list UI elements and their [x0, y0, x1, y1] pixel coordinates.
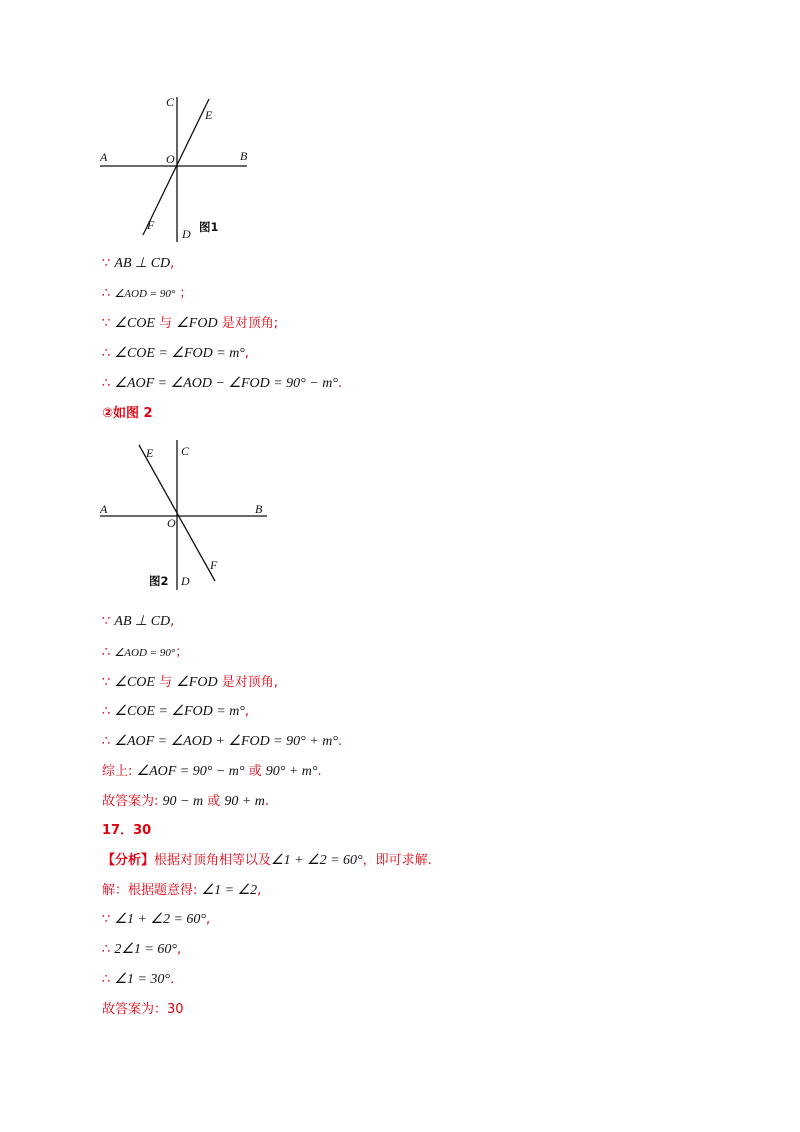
figure-2 — [95, 435, 275, 595]
text: 根据对顶角相等以及 — [154, 853, 272, 868]
label-o: O — [167, 516, 176, 530]
line-p1-5 — [102, 374, 342, 394]
solution-line-1 — [102, 881, 261, 901]
because-symbol: ∵ — [102, 256, 111, 271]
label-b: B — [240, 149, 248, 163]
label-e: E — [205, 108, 213, 122]
therefore-symbol: ∴ — [102, 346, 111, 361]
solution-line-3 — [102, 940, 181, 960]
figure-2-heading: ②如图 2 — [102, 406, 153, 421]
label-c: C — [166, 95, 175, 109]
math: AB ⊥ CD — [114, 256, 171, 271]
line-p2-3 — [102, 673, 278, 693]
answer-label: 故答案为: — [102, 794, 159, 809]
therefore-symbol: ∴ — [102, 704, 111, 719]
math: 2∠1 = 60° — [114, 942, 178, 957]
text: 是对顶角, — [217, 675, 278, 690]
figure-2-caption: 图2 — [149, 574, 169, 588]
because-symbol: ∵ — [102, 614, 111, 629]
line-p1-4 — [102, 344, 249, 364]
answer-17-line: 故答案为：30 — [102, 1002, 184, 1017]
label-a: A — [100, 502, 108, 516]
therefore-symbol: ∴ — [102, 734, 111, 749]
punct: , — [244, 704, 250, 719]
text: 与 — [154, 675, 177, 690]
line-p2-1 — [102, 612, 174, 632]
math: ∠AOF = ∠AOD + ∠FOD = 90° + m° — [114, 734, 338, 749]
math: AB ⊥ CD — [114, 614, 171, 629]
text: 是对顶角; — [217, 316, 279, 331]
label-d: D — [182, 227, 191, 241]
math: ∠AOD = 90° — [114, 647, 176, 659]
analysis-label: 【分析】 — [102, 853, 155, 868]
figure-1 — [95, 92, 265, 250]
label-c: C — [181, 444, 190, 458]
analysis-line — [102, 851, 432, 871]
punct: . — [337, 376, 343, 391]
math: ∠AOD = 90° — [114, 288, 176, 300]
math: ∠FOD — [176, 675, 218, 690]
text: ，即可求解. — [362, 853, 432, 868]
label-a: A — [100, 150, 108, 164]
because-symbol: ∵ — [102, 675, 111, 690]
math: ∠FOD — [176, 316, 218, 331]
summary-label: 综上: — [102, 764, 133, 779]
therefore-symbol: ∴ — [102, 376, 111, 391]
math: ∠AOF = ∠AOD − ∠FOD = 90° − m° — [114, 376, 338, 391]
because-symbol: ∵ — [102, 912, 111, 927]
therefore-symbol: ∴ — [102, 972, 111, 987]
math: 90° + m° — [265, 764, 318, 779]
label-o: O — [166, 152, 175, 166]
label-f: F — [210, 558, 218, 572]
punct: . — [337, 734, 343, 749]
line-p2-5 — [102, 732, 342, 752]
math: 90 + m — [224, 794, 265, 809]
solution-line-2 — [102, 910, 210, 930]
text: 与 — [154, 316, 177, 331]
text: 或 — [203, 794, 225, 809]
label-b: B — [255, 502, 263, 516]
punct: . — [317, 764, 322, 779]
label-e: E — [146, 446, 154, 460]
math: ∠1 = ∠2 — [201, 883, 258, 898]
therefore-symbol: ∴ — [102, 645, 111, 660]
line-p2-2 — [102, 643, 188, 663]
question-17-heading: 17．30 — [102, 823, 152, 838]
line-ef — [143, 99, 209, 235]
math: ∠AOF = 90° − m° — [136, 764, 245, 779]
text: 或 — [244, 764, 266, 779]
math: ∠COE — [114, 675, 155, 690]
punct: , — [257, 883, 262, 898]
label-d: D — [181, 574, 190, 588]
punct: ； — [175, 645, 189, 660]
solution-label: 解：根据题意得: — [102, 883, 198, 898]
punct: ； — [179, 286, 193, 301]
solution-line-4 — [102, 970, 174, 990]
figure-1-caption: 图1 — [199, 220, 219, 234]
math: ∠1 = 30° — [114, 972, 171, 987]
answer-16-line — [102, 792, 269, 812]
punct: , — [244, 346, 250, 361]
math: ∠COE — [114, 316, 155, 331]
punct: , — [170, 614, 175, 629]
math: ∠1 + ∠2 = 60° — [114, 912, 207, 927]
therefore-symbol: ∴ — [102, 942, 111, 957]
punct: . — [170, 972, 175, 987]
summary-line — [102, 762, 322, 782]
line-p1-1 — [102, 254, 174, 274]
because-symbol: ∵ — [102, 316, 111, 331]
punct: , — [170, 256, 175, 271]
math: ∠COE = ∠FOD = m° — [114, 346, 245, 361]
line-p1-2 — [102, 284, 192, 304]
math: ∠1 + ∠2 = 60° — [271, 853, 363, 868]
punct: . — [264, 794, 270, 809]
line-p2-4 — [102, 702, 249, 722]
label-f: F — [147, 218, 155, 232]
math: ∠COE = ∠FOD = m° — [114, 704, 245, 719]
punct: , — [177, 942, 182, 957]
math: 90 − m — [162, 794, 204, 809]
therefore-symbol: ∴ — [102, 286, 111, 301]
line-p1-3 — [102, 314, 278, 334]
punct: , — [206, 912, 211, 927]
